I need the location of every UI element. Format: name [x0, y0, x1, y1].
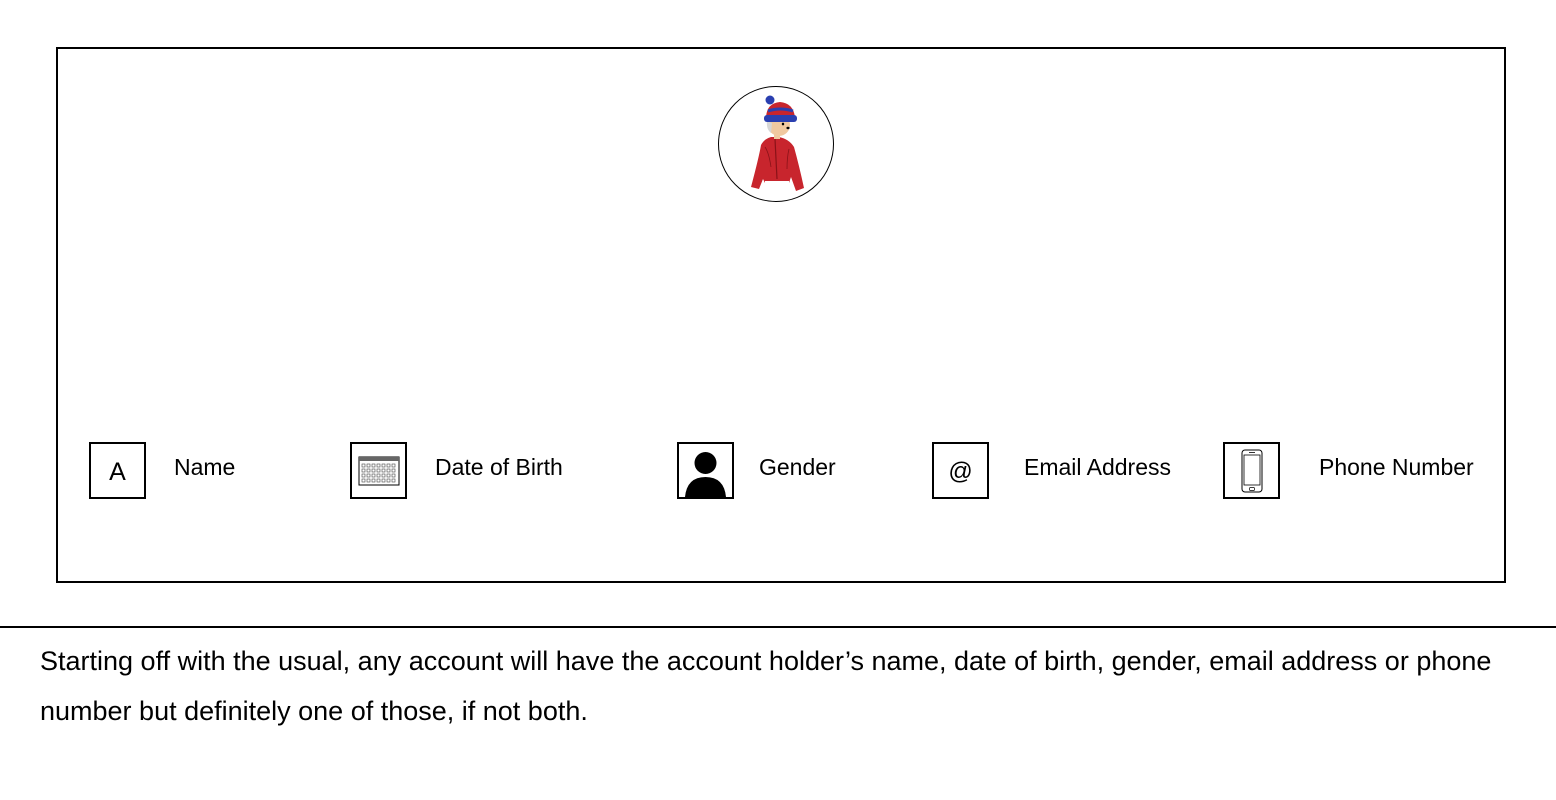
field-name — [89, 442, 289, 502]
at-sign-icon: @ — [932, 442, 989, 499]
mobile-phone-icon — [1223, 442, 1280, 499]
field-label-date-of-birth: Date of Birth — [435, 454, 563, 480]
field-label-name: Name — [174, 454, 236, 480]
profile-card — [56, 47, 1506, 583]
field-gender — [677, 442, 877, 502]
field-email-address — [932, 442, 1202, 502]
field-label-phone-number: Phone Number — [1319, 454, 1474, 480]
field-date-of-birth — [350, 442, 610, 502]
field-label-email-address: Email Address — [1024, 454, 1172, 480]
field-label-gender: Gender — [759, 454, 836, 480]
letter-a-icon: A — [89, 442, 146, 499]
profile-avatar — [718, 86, 834, 202]
avatar-illustration-icon — [719, 87, 833, 201]
calendar-icon — [350, 442, 407, 499]
caption-text: Starting off with the usual, any account will have the account holder’s name, date of birth, gender, email address or phone number but definitely one of those, if not both. — [40, 646, 1492, 726]
section-divider — [0, 626, 1556, 628]
field-phone-number — [1223, 442, 1503, 502]
person-silhouette-icon — [677, 442, 734, 499]
